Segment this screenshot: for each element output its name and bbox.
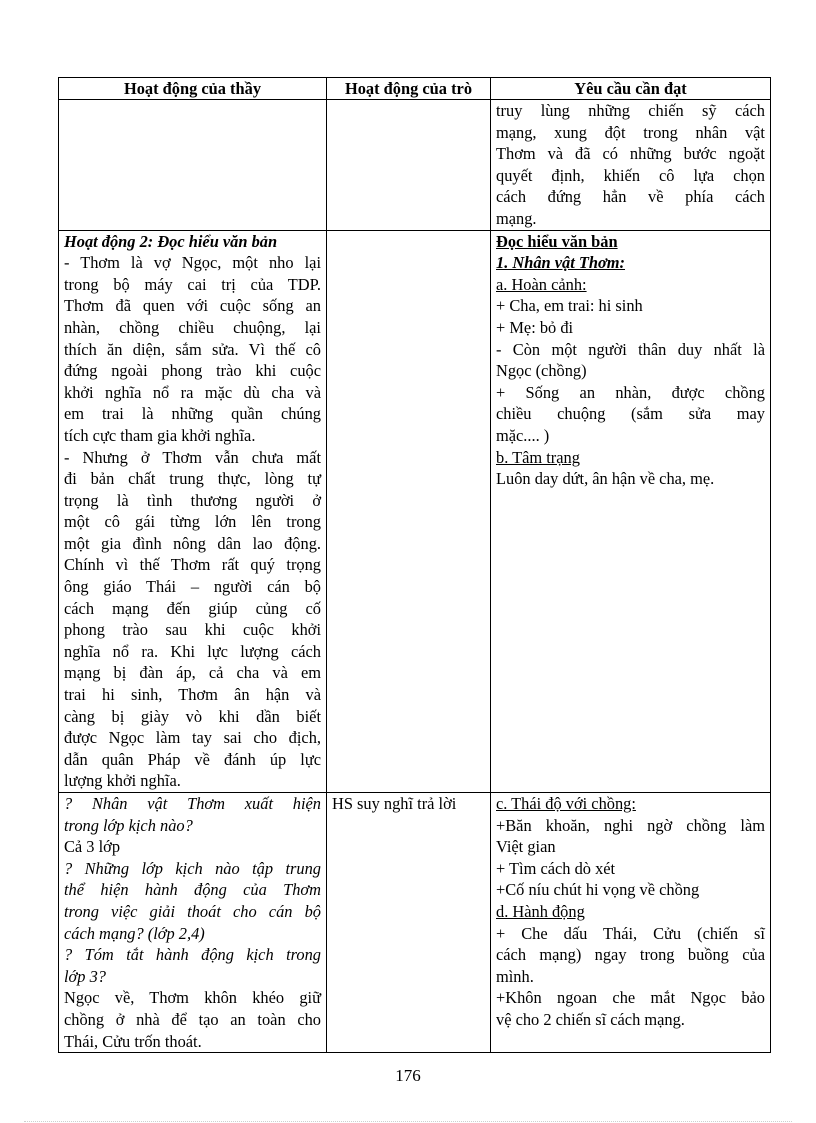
answer-line: chồng ở nhà để tạo an toàn cho [64,1009,321,1029]
text-line: một cô gái từng lớn lên trong [64,512,321,532]
text-line: + Sống an nhàn, được chồng [496,382,765,402]
text-line: cách mạng đến giúp củng cố [64,598,321,618]
row1-requirements-cell [491,100,771,231]
text-line: Thơm và đã có những bước ngoặt [496,144,765,164]
page-bottom-rule [24,1121,792,1122]
text-line: mạng. [496,208,537,228]
question-line: thể hiện hành động của Thơm [64,880,321,900]
text-line: nghĩa nổ ra. Khi lực lượng cách [64,641,321,661]
text-line: - Thơm là vợ Ngọc, một nho lại [64,253,321,273]
question-line: lớp 3? [64,966,106,986]
text-line: phong trào sau khi cuộc khởi [64,620,321,640]
question-line: trong lớp kịch nào? [64,815,193,835]
activity-heading: Hoạt động 2: Đọc hiểu văn bản [64,231,278,251]
text-line: trai hi sinh, Thơm ân hận và [64,685,321,705]
row3-requirements-cell [491,793,771,1053]
text-line: quyết định, khiến cô lựa chọn [496,165,765,185]
text-line: dẫn quân Pháp về đánh úp lực [64,749,321,769]
header-teacher: Hoạt động của thầy [59,78,327,100]
header-requirements: Yêu cầu cần đạt [491,78,771,100]
answer-line: Ngọc về, Thơm khôn khéo giữ [64,988,321,1008]
answer-line: Cả 3 lớp [64,837,121,857]
question-line: ? Tóm tắt hành động kịch trong [64,945,321,965]
table-row [59,230,771,792]
table-header-row [59,78,771,100]
question-line: ? Những lớp kịch nào tập trung [64,858,321,878]
text-line: Luôn day dứt, ân hận về cha, mẹ. [496,469,715,489]
header-student: Hoạt động của trò [327,78,491,100]
text-line: +Băn khoăn, nghi ngờ chồng làm [496,815,765,835]
question-line: ? Nhân vật Thơm xuất hiện [64,794,321,813]
item-heading-d: d. Hành động [496,901,585,921]
text-line: tích cực tham gia khởi nghĩa. [64,425,256,445]
subsection-heading: 1. Nhân vật Thơm: [496,253,626,273]
text-line: được Ngọc làm tay sai cho địch, [64,728,321,748]
student-response: HS suy nghĩ trả lời [332,794,457,813]
question-line: trong việc giải thoát cho cán bộ [64,901,321,921]
text-line: - Còn một người thân duy nhất là [496,339,765,359]
table-row [59,793,771,1053]
row1-teacher-cell [59,100,327,231]
text-line: mạng, xung đột trong nhân vật [496,122,765,142]
row3-teacher-cell [59,793,327,1053]
section-heading: Đọc hiểu văn bản [496,231,618,251]
text-line: cách đứng hẳn về phía cách [496,187,765,207]
row2-requirements-cell [491,230,771,792]
page-number: 176 [395,1066,421,1085]
text-line: một gia đình nông dân lao động. [64,533,321,553]
text-line: em trai là những quần chúng [64,404,321,424]
answer-line: Thái, Cửu trốn thoát. [64,1031,202,1051]
row2-teacher-cell [59,230,327,792]
text-line: +Cố níu chút hi vọng về chồng [496,880,700,900]
lesson-table [58,77,771,1053]
text-line: + Cha, em trai: hi sinh [496,296,643,316]
text-line: nhàn, chồng chiều chuộng, lại [64,317,321,337]
text-line: mình. [496,966,534,986]
row3-student-cell [327,793,491,1053]
text-line: mạng bị đàn áp, cả cha và em [64,663,321,683]
text-line: Việt gian [496,837,556,857]
text-line: trọng là tình thương người ở [64,490,321,510]
text-line: ông giáo Thái – người cán bộ [64,577,321,597]
text-line: truy lùng những chiến sỹ cách [496,101,765,120]
row1-student-cell [327,100,491,231]
item-heading-a: a. Hoàn cảnh: [496,274,587,294]
text-line: cách mạng) ngay trong buồng của [496,945,765,965]
text-line: Chính vì thế Thơm rất quý trọng [64,555,321,575]
text-line: đi bản chất trung thực, lòng tự [64,469,321,489]
text-line: thích ăn diện, sắm sửa. Vì thế cô [64,339,321,359]
text-line: càng bị giày vò khi dần biết [64,706,321,726]
text-line: +Khôn ngoan che mắt Ngọc bảo [496,988,765,1008]
text-line: vệ cho 2 chiến sĩ cách mạng. [496,1009,685,1029]
text-line: chiều chuộng (sắm sửa may [496,404,765,424]
text-line: khởi nghĩa nổ ra mặc dù cha và [64,382,321,402]
text-line: + Che dấu Thái, Cửu (chiến sĩ [496,923,765,943]
text-line: Thơm đã quen với cuộc sống an [64,296,321,316]
table-row [59,100,771,231]
question-line: cách mạng? (lớp 2,4) [64,923,205,943]
text-line: lượng khởi nghĩa. [64,771,181,791]
text-line: trong bộ máy cai trị của TDP. [64,274,321,294]
text-line: Ngọc (chồng) [496,361,587,381]
text-line: + Mẹ: bỏ đi [496,317,574,337]
text-line: + Tìm cách dò xét [496,858,616,878]
row2-student-cell [327,230,491,792]
text-line: đứng ngoài phong trào khi cuộc [64,361,321,381]
text-line: - Nhưng ở Thơm vẫn chưa mất [64,447,321,467]
text-line: mặc.... ) [496,425,550,445]
item-heading-b: b. Tâm trạng [496,447,580,467]
item-heading-c: c. Thái độ với chồng: [496,794,636,813]
